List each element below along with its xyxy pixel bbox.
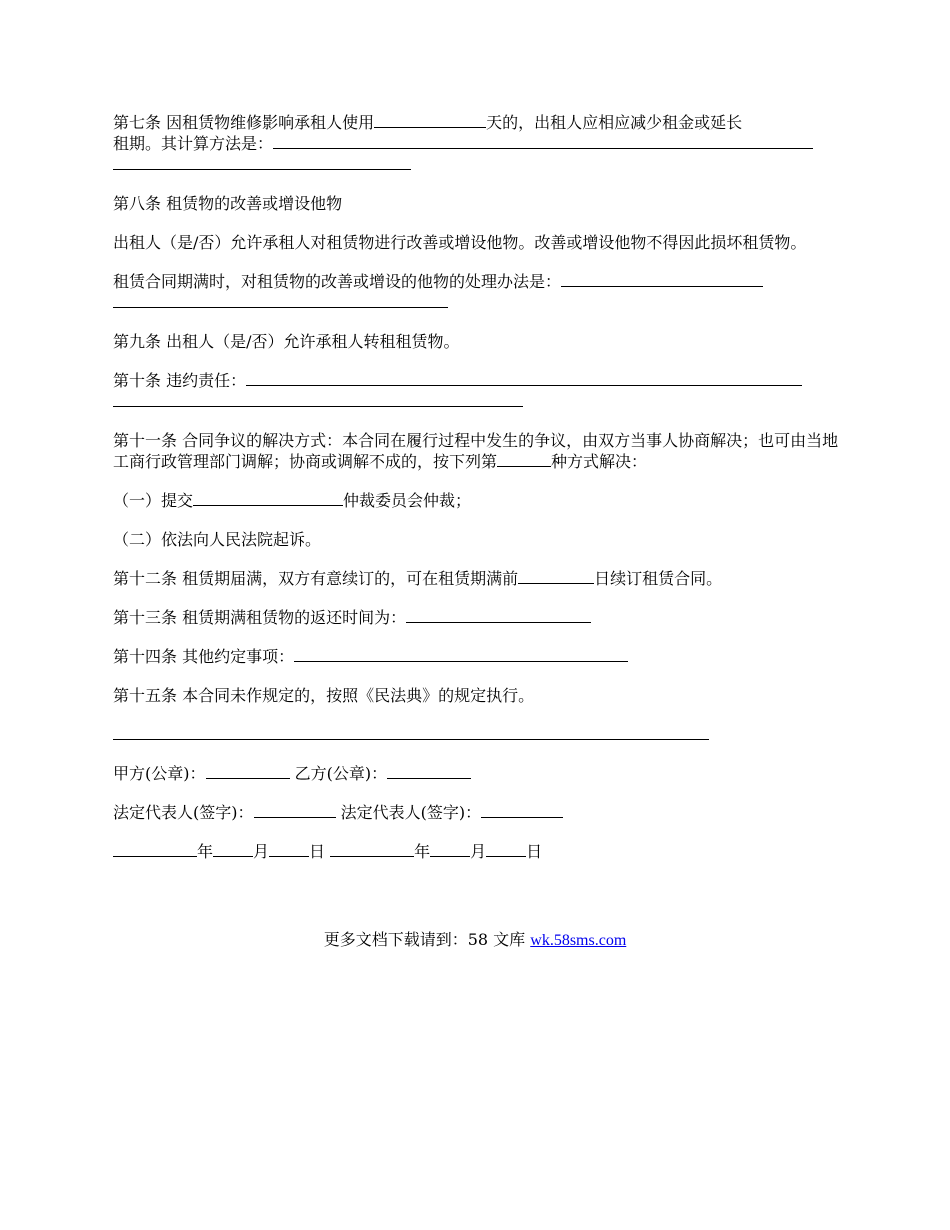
blank-field	[246, 370, 802, 386]
footer-text: 更多文档下载请到：58 文库	[323, 930, 531, 949]
article-9: 第九条 出租人（是/否）允许承租人转租租赁物。	[113, 332, 460, 351]
blank-field	[561, 271, 763, 287]
separator-line-row	[113, 724, 848, 745]
article-13-text: 第十三条 租赁期满租赁物的返还时间为：	[113, 608, 407, 627]
year-label: 年	[414, 842, 431, 861]
article-7-text-a: 第七条 因租赁物维修影响承租人使用	[113, 113, 375, 132]
option-1-text-a: （一）提交	[113, 491, 194, 510]
article-12-text-b: 日续订租赁合同。	[594, 569, 723, 588]
blank-field	[113, 154, 411, 170]
signature-representatives	[113, 802, 848, 823]
day-label: 日	[526, 842, 543, 861]
blank-field	[113, 841, 197, 857]
blank-field	[406, 607, 591, 623]
footer-link[interactable]: wk.58sms.com	[530, 932, 627, 949]
article-7-text-b: 天的，出租人应相应减少租金或延长	[486, 113, 743, 132]
article-7	[113, 112, 848, 175]
article-13	[113, 607, 848, 628]
article-15: 第十五条 本合同未作规定的，按照《民法典》的规定执行。	[113, 686, 535, 705]
blank-field	[497, 451, 551, 467]
option-1	[113, 490, 848, 511]
blank-field	[273, 133, 813, 149]
article-14	[113, 646, 848, 667]
blank-field	[113, 292, 448, 308]
article-11-text-b: 种方式解决：	[551, 452, 648, 471]
signature-parties	[113, 763, 848, 784]
option-2: （二）依法向人民法院起诉。	[113, 530, 322, 549]
signature-dates	[113, 841, 848, 862]
article-10	[113, 370, 848, 412]
year-label: 年	[197, 842, 214, 861]
blank-field	[387, 763, 471, 779]
article-7-text-c: 租期。其计算方法是：	[113, 134, 274, 153]
blank-field	[294, 646, 628, 662]
party-a-label: 甲方(公章)：	[113, 764, 206, 783]
blank-field	[518, 568, 594, 584]
article-11	[113, 430, 848, 472]
party-b-label: 乙方(公章)：	[294, 764, 388, 783]
article-14-text: 第十四条 其他约定事项：	[113, 647, 295, 666]
article-8-paragraph-1: 出租人（是/否）允许承租人对租赁物进行改善或增设他物。改善或增设他物不得因此损坏租赁物。	[113, 233, 807, 252]
rep-b-label: 法定代表人(签字)：	[340, 803, 482, 822]
article-12-text-a: 第十二条 租赁期届满，双方有意续订的，可在租赁期满前	[113, 569, 519, 588]
blank-field	[330, 841, 414, 857]
blank-field	[486, 841, 526, 857]
blank-field	[374, 112, 486, 128]
day-label: 日	[309, 842, 326, 861]
month-label: 月	[470, 842, 487, 861]
month-label: 月	[253, 842, 270, 861]
article-8-title: 第八条 租赁物的改善或增设他物	[113, 194, 343, 213]
blank-field	[269, 841, 309, 857]
separator-line	[113, 724, 709, 740]
article-8-paragraph-2	[113, 271, 848, 313]
blank-field	[430, 841, 470, 857]
footer	[0, 927, 950, 950]
article-8-text: 租赁合同期满时，对租赁物的改善或增设的他物的处理办法是：	[113, 272, 562, 291]
article-10-text: 第十条 违约责任：	[113, 371, 247, 390]
article-12	[113, 568, 848, 589]
blank-field	[213, 841, 253, 857]
option-1-text-b: 仲裁委员会仲裁；	[343, 491, 472, 510]
blank-field	[481, 802, 563, 818]
blank-field	[193, 490, 343, 506]
blank-field	[206, 763, 290, 779]
blank-field	[113, 391, 523, 407]
blank-field	[254, 802, 336, 818]
rep-a-label: 法定代表人(签字)：	[113, 803, 254, 822]
contract-body	[113, 112, 848, 862]
article-11-text-a: 第十一条 合同争议的解决方式：本合同在履行过程中发生的争议，由双方当事人协商解决；也可由当地工商行政管理部门调解；协商或调解不成的，按下列第	[113, 431, 839, 471]
